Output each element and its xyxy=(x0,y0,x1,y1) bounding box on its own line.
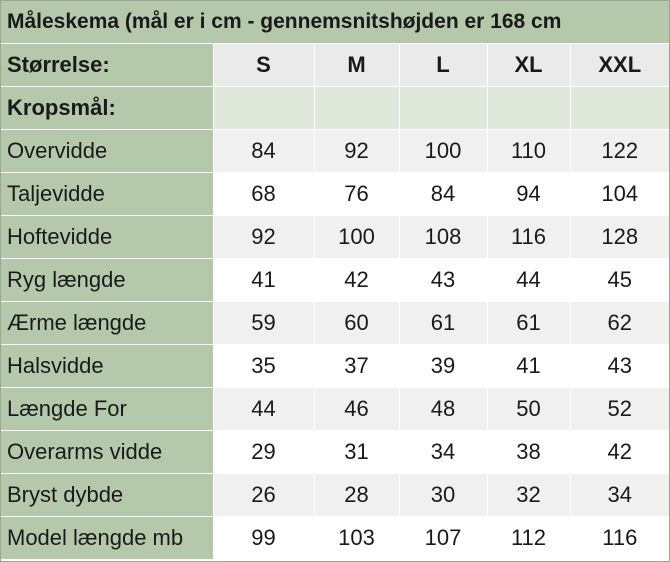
measurement-cell: 39 xyxy=(399,345,487,388)
section-spacer xyxy=(314,87,399,130)
measurement-cell: 92 xyxy=(213,216,314,259)
row-label: Model længde mb xyxy=(1,517,213,560)
measurement-cell: 38 xyxy=(487,431,570,474)
table-row xyxy=(1,130,669,173)
measurement-cell: 34 xyxy=(570,474,669,517)
measurement-cell: 84 xyxy=(213,130,314,173)
size-header-label: Størrelse: xyxy=(1,44,213,87)
section-label: Kropsmål: xyxy=(1,87,213,130)
measurement-cell: 84 xyxy=(399,173,487,216)
measurement-cell: 46 xyxy=(314,388,399,431)
table-title: Måleskema (mål er i cm - gennemsnitshøjden er 168 cm xyxy=(1,1,669,44)
table-row xyxy=(1,517,669,560)
measurement-cell: 61 xyxy=(487,302,570,345)
measurement-cell: 116 xyxy=(487,216,570,259)
measurement-cell: 100 xyxy=(314,216,399,259)
size-header-l: L xyxy=(399,44,487,87)
measurement-cell: 59 xyxy=(213,302,314,345)
measurement-cell: 60 xyxy=(314,302,399,345)
measurement-cell: 44 xyxy=(487,259,570,302)
row-label: Bryst dybde xyxy=(1,474,213,517)
measurement-cell: 92 xyxy=(314,130,399,173)
header-row xyxy=(1,44,669,87)
section-spacer xyxy=(487,87,570,130)
measurement-cell: 52 xyxy=(570,388,669,431)
measurement-cell: 116 xyxy=(570,517,669,560)
measurement-cell: 68 xyxy=(213,173,314,216)
measurement-cell: 42 xyxy=(314,259,399,302)
measurement-cell: 61 xyxy=(399,302,487,345)
measurement-cell: 28 xyxy=(314,474,399,517)
row-label: Taljevidde xyxy=(1,173,213,216)
measurement-cell: 42 xyxy=(570,431,669,474)
measurement-cell: 100 xyxy=(399,130,487,173)
table-row xyxy=(1,431,669,474)
table-row xyxy=(1,173,669,216)
row-label: Ærme længde xyxy=(1,302,213,345)
measurement-cell: 128 xyxy=(570,216,669,259)
size-header-xl: XL xyxy=(487,44,570,87)
measurement-cell: 37 xyxy=(314,345,399,388)
size-header-m: M xyxy=(314,44,399,87)
measurement-cell: 76 xyxy=(314,173,399,216)
measurement-cell: 30 xyxy=(399,474,487,517)
measurement-cell: 94 xyxy=(487,173,570,216)
row-label: Ryg længde xyxy=(1,259,213,302)
measurement-cell: 108 xyxy=(399,216,487,259)
title-row xyxy=(1,1,669,44)
table-row xyxy=(1,345,669,388)
table-row xyxy=(1,259,669,302)
measurement-cell: 35 xyxy=(213,345,314,388)
measurement-cell: 62 xyxy=(570,302,669,345)
size-header-s: S xyxy=(213,44,314,87)
row-label: Overarms vidde xyxy=(1,431,213,474)
measurement-cell: 48 xyxy=(399,388,487,431)
measurement-cell: 44 xyxy=(213,388,314,431)
measurement-cell: 32 xyxy=(487,474,570,517)
section-row xyxy=(1,87,669,130)
measurement-cell: 103 xyxy=(314,517,399,560)
table-row xyxy=(1,216,669,259)
size-header-xxl: XXL xyxy=(570,44,669,87)
measurement-cell: 122 xyxy=(570,130,669,173)
measurement-cell: 29 xyxy=(213,431,314,474)
measurement-cell: 34 xyxy=(399,431,487,474)
row-label: Hoftevidde xyxy=(1,216,213,259)
section-spacer xyxy=(570,87,669,130)
row-label: Længde For xyxy=(1,388,213,431)
row-label: Halsvidde xyxy=(1,345,213,388)
measurement-cell: 31 xyxy=(314,431,399,474)
row-label: Overvidde xyxy=(1,130,213,173)
table-row xyxy=(1,388,669,431)
measurement-cell: 50 xyxy=(487,388,570,431)
measurement-cell: 104 xyxy=(570,173,669,216)
table-row xyxy=(1,474,669,517)
measurement-cell: 26 xyxy=(213,474,314,517)
measurement-cell: 43 xyxy=(399,259,487,302)
measurement-cell: 45 xyxy=(570,259,669,302)
section-spacer xyxy=(399,87,487,130)
measurement-cell: 43 xyxy=(570,345,669,388)
measurement-cell: 107 xyxy=(399,517,487,560)
table-row xyxy=(1,302,669,345)
section-spacer xyxy=(213,87,314,130)
measurement-cell: 112 xyxy=(487,517,570,560)
size-table-body xyxy=(1,1,669,560)
measurement-cell: 41 xyxy=(213,259,314,302)
measurement-cell: 99 xyxy=(213,517,314,560)
measurement-cell: 41 xyxy=(487,345,570,388)
measurement-cell: 110 xyxy=(487,130,570,173)
size-table xyxy=(1,1,669,560)
